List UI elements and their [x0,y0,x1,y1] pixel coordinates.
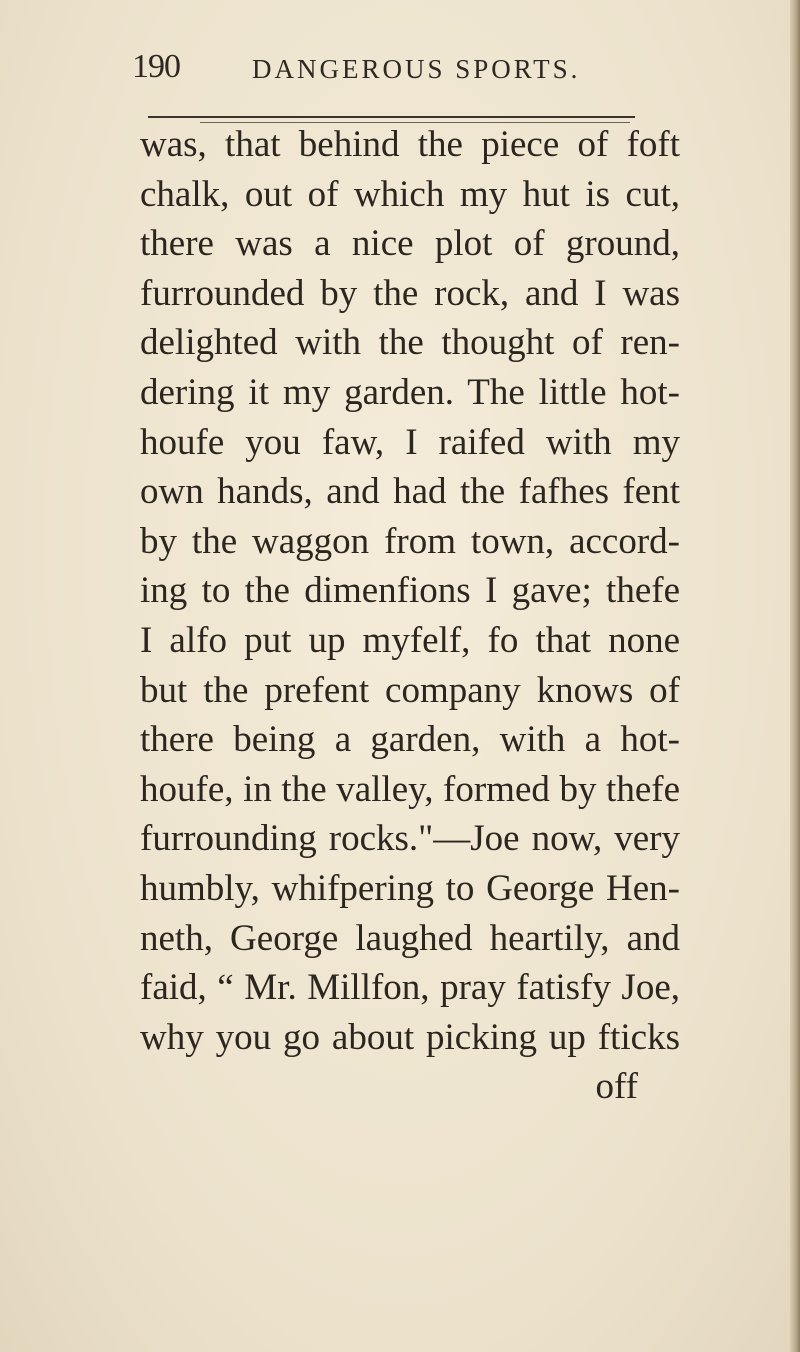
text-line: humbly, whifpering to George Hen- [140,867,680,909]
text-line: ing to the dimenfions I gave; thefe [140,570,680,612]
catchword: off [595,1066,638,1108]
text-line: why you go about picking up fticks [140,1016,680,1058]
text-line: neth, George laughed heartily, and [140,917,680,959]
header-rule [148,116,635,118]
text-line: faid, “ Mr. Millfon, pray fatisfy Joe, [140,967,680,1009]
text-line: houfe, in the valley, formed by thefe [140,768,680,810]
page-edge-shadow [790,0,800,1352]
text-line: I alfo put up myfelf, fo that none [140,619,680,661]
text-line: there was a nice plot of ground, [140,223,680,265]
body-text [140,120,680,1112]
text-line: was, that behind the piece of foft [140,124,680,165]
text-line: but the prefent company knows of [140,669,680,711]
running-head: DANGEROUS SPORTS. [252,54,581,84]
text-line: delighted with the thought of ren- [140,322,680,364]
text-line: furrounded by the rock, and I was [140,272,680,314]
text-line: there being a garden, with a hot- [140,719,680,761]
text-line: houfe you faw, I raifed with my [140,421,680,463]
page-header [132,48,632,108]
text-line: dering it my garden. The little hot- [140,371,680,413]
text-line: own hands, and had the fafhes fent [140,471,680,513]
text-line: furrounding rocks."—Joe now, very [140,818,680,860]
text-line: by the waggon from town, accord- [140,520,680,562]
text-line: chalk, out of which my hut is cut, [140,173,680,215]
page-number: 190 [132,48,180,85]
